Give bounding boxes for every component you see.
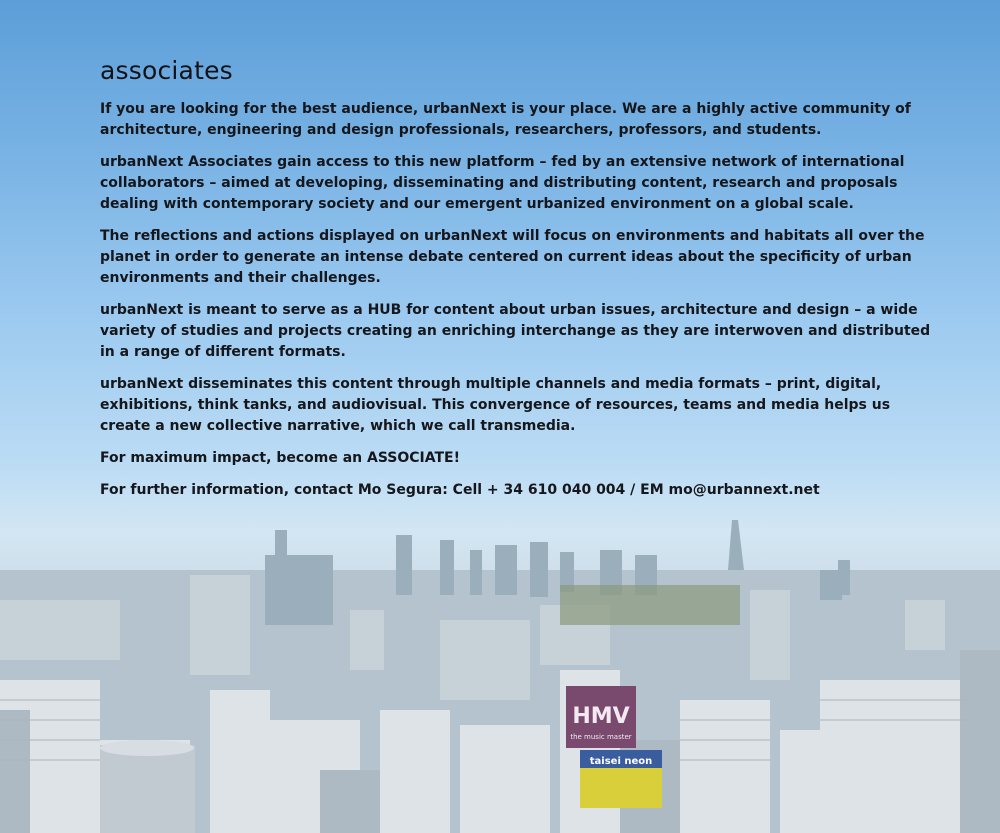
paragraph-hub: urbanNext is meant to serve as a HUB for content about urban issues, architecture and design – a wide variety of studies and projects creating an enriching interchange as they are interwoven and distributed in a range of different formats. (100, 302, 931, 360)
associates-content (100, 56, 940, 512)
paragraph-audience: If you are looking for the best audience, urbanNext is your place. We are a highly active community of architecture, engineering and design professionals, researchers, professors, and students. (100, 101, 911, 138)
paragraph-contact: For further information, contact Mo Segura: Cell + 34 610 040 004 / EM mo@urbannext.net (100, 482, 820, 498)
hmv-sign-text: HMV (572, 704, 630, 729)
hmv-billboard (566, 686, 636, 748)
paragraph-platform: urbanNext Associates gain access to this new platform – fed by an extensive network of international collaborators – aimed at developing, disseminating and distributing content, research and proposals dealing with contemporary society and our emergent urbanized environment on a global scale. (100, 154, 905, 212)
hmv-sign-subtext: the music master (570, 733, 632, 741)
paragraph-call-to-action: For maximum impact, become an ASSOCIATE! (100, 450, 460, 466)
paragraph-reflections: The reflections and actions displayed on urbanNext will focus on environments and habitats all over the planet in order to generate an intense debate centered on current ideas about the specificity of urban environments and their challenges. (100, 228, 925, 286)
taisei-billboard (580, 750, 662, 808)
taisei-sign-text: taisei neon (589, 756, 653, 767)
paragraph-channels: urbanNext disseminates this content through multiple channels and media formats – print, digital, exhibitions, think tanks, and audiovisual. This convergence of resources, teams and media helps us create a new collective narrative, which we call transmedia. (100, 376, 891, 434)
page-title: associates (100, 56, 233, 85)
city-skyline-image (0, 510, 1000, 833)
